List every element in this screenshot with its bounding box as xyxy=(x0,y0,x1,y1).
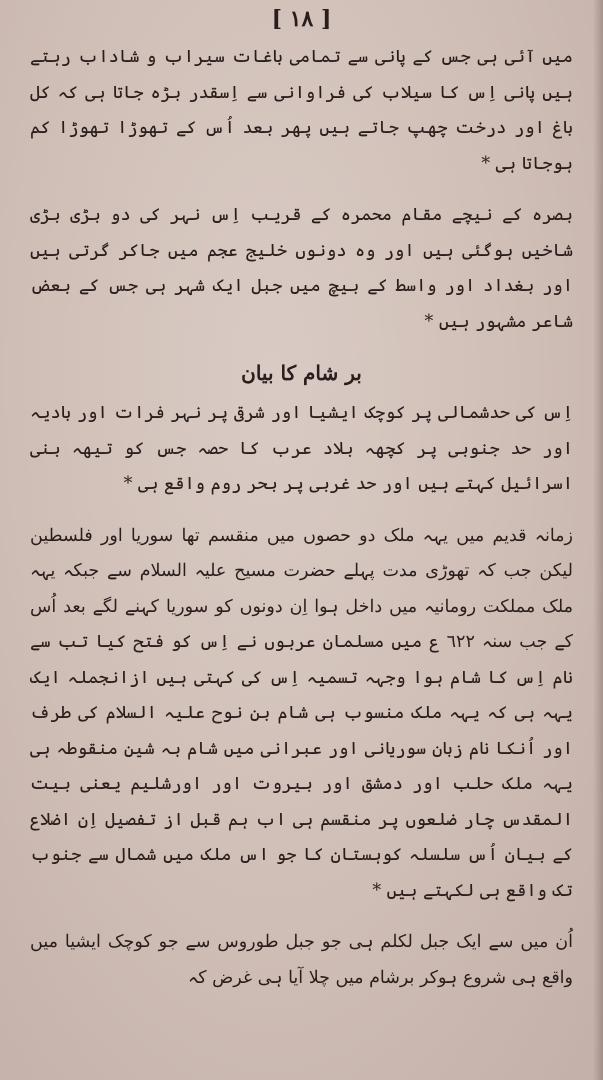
page-number: [ ١٨ ] xyxy=(271,6,332,32)
page-body xyxy=(30,40,573,1012)
paragraph: اُن میں سے ایک جبل لکلم ہی جو جبل طوروس سے جو کوچک ایشیا میں واقع ہی شروع ہوکر برشام میں چلا آیا ہی غرض کہ xyxy=(30,932,573,988)
paragraph: اِس کی حدشمالی پر کوچک ایشیا اور شرقی پر نہر فرات اور بادیہ اور حد جنوبی پر کچھہ بلاد عرب کا حصہ جس کو تیھہ بنی اسرائیل کہتے ہیں اور حد غربی پر بحر روم واقع ہی * xyxy=(30,403,573,494)
section-heading: بر شام کا بیان xyxy=(241,361,362,385)
page-edge-shadow xyxy=(593,0,603,1080)
paragraph: زمانہ قدیم میں یہہ ملک دو حصوں میں منقسم تھا سوریا اور فلسطین لیکن جب کہ تھوڑی مدت پہلے حضرت مسیح علیہ السلام سے جبکہ یہہ ملک مملکت رومانیہ میں داخل ہوا اِن دونوں کو سوریا کہنے لگے بعد اُس کے جب سنہ ٦٢٢ ع میں مسلمان عربوں نے اِس کو فتح کیا تب سے نام اِس کا شام ہوا وجہہ تسمیہ اِس کی کہتی ہیں ازانجملہ ایک یہہ ہی کہ یہہ ملک منسوب ہی شام بن نوح علیہ السلام کی طرف اور اُنکا نام زبان سوریانی اور عبرانی میں شام بہ شین منقوطہ ہی یہہ ملک حلب اور دمشق اور بیروت اور اورشلیم یعنی بیت المقدس چار ضلعوں پر منقسم ہی اب ہم قبل از تفصیل اِن اضلاع کے بیان اُس سلسلہ کوہستان کا جو اس ملک میں شمال سے جنوب تک واقع ہی لکہتے ہیں * xyxy=(30,525,573,901)
paragraph: بصرہ کے نیچے مقام محمرہ کے قریب اِس نہر کی دو بڑی بڑی شاخیں ہوگئی ہیں اور وہ دونوں خلیج عجم میں جاکر گرتی ہیں اور بغداد اور واسط کے بیچ میں جبل ایک شہر ہی جس کے بعض شاعر مشہور ہیں * xyxy=(30,205,573,332)
paragraph: میں آئی ہی جس کے پانی سے تمامی باغات سیراب و شاداب رہتے ہیں پانی اِس کا سیلاب کی فراوانی سے اِسقدر بڑہ جاتا ہی کہ کل باغ اور درخت چھپ جاتے ہیں پھر بعد اُس کے تھوڑا تھوڑا کم ہوجاتا ہی * xyxy=(30,47,573,174)
